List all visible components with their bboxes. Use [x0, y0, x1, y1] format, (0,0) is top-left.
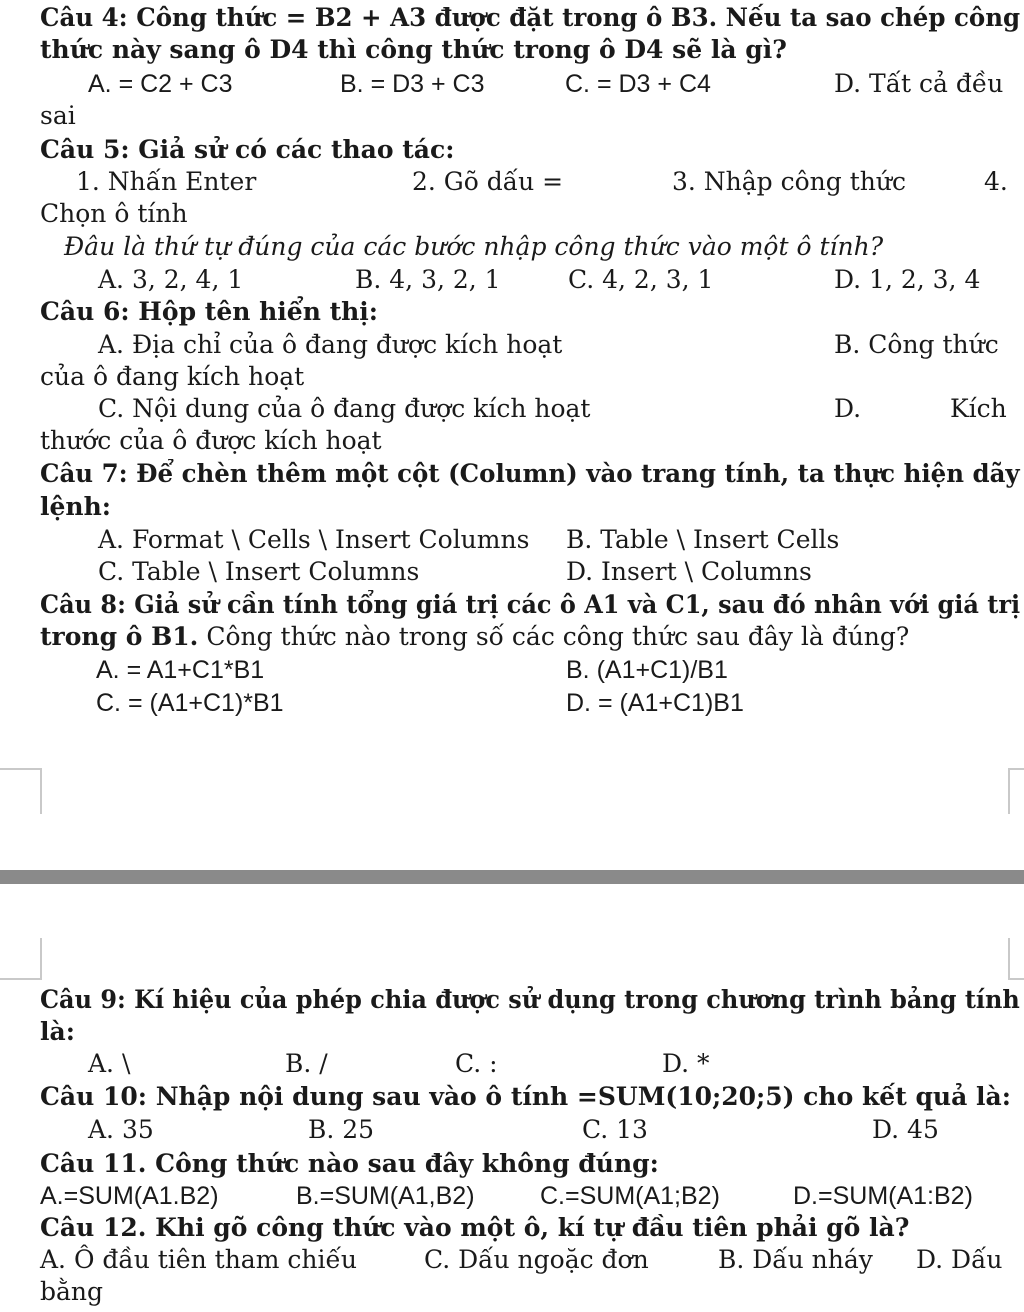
q7-stem-line2: lệnh: — [40, 492, 111, 521]
q7-option-d: D. Insert \ Columns — [566, 557, 812, 586]
q11-option-b: B.=SUM(A1,B2) — [296, 1182, 475, 1210]
q11-option-d: D.=SUM(A1:B2) — [793, 1182, 973, 1210]
q12-option-b: B. Dấu nháy — [718, 1245, 873, 1274]
q4-stem-line1: Câu 4: Công thức = B2 + A3 được đặt trong ô B3. Nếu ta sao chép công — [40, 3, 1021, 32]
q8-stem-line2 — [40, 622, 909, 652]
q12-stem: Câu 12. Khi gõ công thức vào một ô, kí tự đầu tiên phải gõ là? — [40, 1213, 910, 1242]
q9-stem-line1: Câu 9: Kí hiệu của phép chia được sử dụng trong chương trình bảng tính — [40, 985, 1020, 1014]
q5-option-c: C. 4, 2, 3, 1 — [568, 265, 714, 294]
page-corner-mark — [1008, 938, 1024, 980]
page-separator — [0, 870, 1024, 884]
q9-option-c: C. : — [455, 1049, 498, 1078]
q8-option-b: B. (A1+C1)/B1 — [566, 656, 728, 684]
q6-option-d-word: Kích — [950, 394, 1007, 423]
q6-option-a: A. Địa chỉ của ô đang được kích hoạt — [98, 330, 563, 359]
q9-stem-line2: là: — [40, 1017, 75, 1046]
q12-option-d: D. Dấu — [916, 1245, 1003, 1274]
q11-option-a: A.=SUM(A1.B2) — [40, 1182, 219, 1210]
q5-option-d: D. 1, 2, 3, 4 — [834, 265, 981, 294]
q6-option-b: B. Công thức — [834, 330, 999, 359]
q12-option-c: C. Dấu ngoặc đơn — [424, 1245, 649, 1274]
q12-option-a: A. Ô đầu tiên tham chiếu — [40, 1245, 357, 1274]
q7-option-a: A. Format \ Cells \ Insert Columns — [98, 525, 530, 554]
q6-option-d: D. — [834, 394, 862, 423]
q8-stem-line1: Câu 8: Giả sử cần tính tổng giá trị các ô A1 và C1, sau đó nhân với giá trị — [40, 590, 1021, 619]
q7-option-c: C. Table \ Insert Columns — [98, 557, 420, 586]
q5-step-3: 3. Nhập công thức — [672, 167, 906, 196]
q8-stem-line2-rest: Công thức nào trong số các công thức sau đây là đúng? — [198, 622, 910, 651]
q9-option-d: D. * — [662, 1049, 710, 1078]
q4-option-d: D. Tất cả đều — [834, 69, 1004, 98]
q8-option-a: A. = A1+C1*B1 — [96, 656, 265, 684]
q8-stem-line2-bold: trong ô B1. — [40, 622, 199, 651]
q11-option-c: C.=SUM(A1;B2) — [540, 1182, 720, 1210]
q10-stem: Câu 10: Nhập nội dung sau vào ô tính =SUM(10;20;5) cho kết quả là: — [40, 1082, 1011, 1111]
q8-option-d: D. = (A1+C1)B1 — [566, 689, 744, 717]
q7-stem-line1: Câu 7: Để chèn thêm một cột (Column) vào trang tính, ta thực hiện dãy — [40, 459, 1020, 488]
q5-option-b: B. 4, 3, 2, 1 — [355, 265, 501, 294]
page-corner-mark — [0, 938, 42, 980]
q5-step-2: 2. Gõ dấu = — [412, 167, 564, 196]
q11-stem: Câu 11. Công thức nào sau đây không đúng: — [40, 1149, 659, 1178]
q4-stem-line2: thức này sang ô D4 thì công thức trong ô D4 sẽ là gì? — [40, 35, 787, 64]
page-corner-mark — [1008, 768, 1024, 814]
q4-option-b: B. = D3 + C3 — [340, 70, 485, 98]
q12-option-d-cont: bằng — [40, 1277, 104, 1306]
q5-step-4: 4. — [984, 167, 1008, 196]
q6-option-d-cont: thước của ô được kích hoạt — [40, 426, 382, 455]
q4-option-a: A. = C2 + C3 — [88, 70, 233, 98]
q5-step-4-cont: Chọn ô tính — [40, 199, 188, 228]
q10-option-b: B. 25 — [308, 1115, 375, 1144]
q7-option-b: B. Table \ Insert Cells — [566, 525, 840, 554]
q9-option-a: A. \ — [88, 1049, 131, 1078]
q5-stem: Câu 5: Giả sử có các thao tác: — [40, 135, 455, 164]
q5-option-a: A. 3, 2, 4, 1 — [98, 265, 244, 294]
q6-option-b-cont: của ô đang kích hoạt — [40, 362, 305, 391]
page-corner-mark — [0, 768, 42, 814]
q5-step-1: 1. Nhấn Enter — [76, 167, 257, 196]
q10-option-d: D. 45 — [872, 1115, 939, 1144]
q4-option-c: C. = D3 + C4 — [565, 70, 711, 98]
q6-stem: Câu 6: Hộp tên hiển thị: — [40, 297, 379, 326]
q9-option-b: B. / — [285, 1049, 328, 1078]
q10-option-c: C. 13 — [582, 1115, 648, 1144]
q5-prompt: Đâu là thứ tự đúng của các bước nhập công thức vào một ô tính? — [64, 232, 884, 261]
q10-option-a: A. 35 — [88, 1115, 154, 1144]
q6-option-c: C. Nội dung của ô đang được kích hoạt — [98, 394, 591, 423]
q4-option-d-cont: sai — [40, 101, 76, 130]
q8-option-c: C. = (A1+C1)*B1 — [96, 689, 284, 717]
